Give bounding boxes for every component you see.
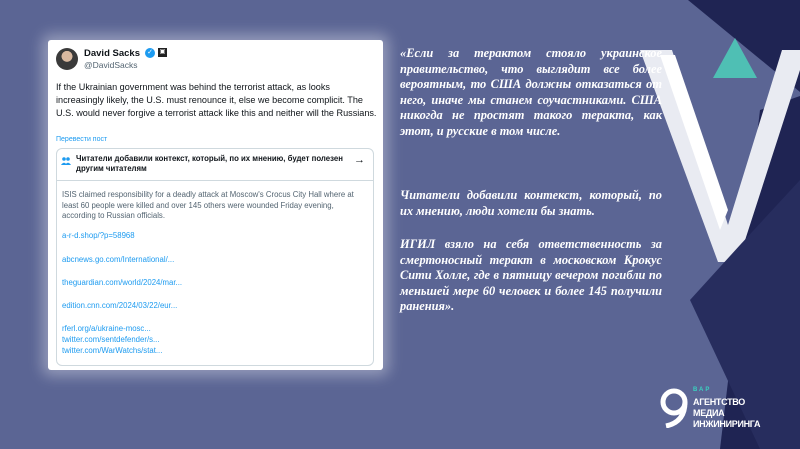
community-notes-header[interactable] <box>57 149 373 181</box>
source-link[interactable]: edition.cnn.com/2024/03/22/eur... <box>62 301 178 310</box>
logo-mark-icon <box>660 388 688 428</box>
logo-abbreviation: ВАР <box>693 387 712 393</box>
verified-badge-icon: ✓ <box>145 48 155 58</box>
quote-paragraph-2: Читатели добавили контекст, который, по их мнению, люди хотели бы знать. <box>400 188 662 218</box>
white-chevron-inner <box>660 55 728 230</box>
community-notes-text: ISIS claimed responsibility for a deadly attack at Moscow's Crocus City Hall where at least 60 people were killed and over 145 others were wounded Friday evening, according to Russian officials. <box>62 190 354 221</box>
source-link[interactable]: a-r-d.shop/?p=58968 <box>62 231 135 240</box>
logo-line-3: ИНЖИНИРИНГА <box>693 419 761 429</box>
community-notes-title: Читатели добавили контекст, который, по их мнению, будет полезен другим читателям <box>76 154 343 173</box>
source-link[interactable]: abcnews.go.com/International/... <box>62 255 175 264</box>
author-handle[interactable]: @DavidSacks <box>84 60 138 70</box>
avatar[interactable] <box>56 48 78 70</box>
media-badge-icon: ▣ <box>159 49 166 55</box>
translate-link[interactable]: Перевести пост <box>56 136 108 143</box>
arrow-right-icon[interactable]: → <box>354 154 365 166</box>
tweet-text: If the Ukrainian government was behind the terrorist attack, as looks increasingly likely, the U.S. must renounce it, else we become complicit. The U.S. would never forgive a terrorist attack like this and neither will the Russians. <box>56 82 377 119</box>
source-link[interactable]: rferl.org/a/ukraine-mosc... <box>62 324 151 333</box>
community-notes-box <box>56 148 374 366</box>
source-link[interactable]: twitter.com/sentdefender/s... <box>62 335 160 344</box>
users-icon <box>61 156 71 166</box>
tweet-header <box>56 48 356 74</box>
author-name[interactable]: David Sacks <box>84 48 140 59</box>
logo-line-2: МЕДИА <box>693 408 725 418</box>
quote-paragraph-1: «Если за терактом стояло украинское правительство, что выглядит все более вероятным, то США должны отказаться от него, иначе мы станем соучастниками. США никогда не простят такого теракта, как этот, и русские в том числе. <box>400 46 662 138</box>
logo-line-1: АГЕНТСТВО <box>693 397 745 407</box>
source-link[interactable]: twitter.com/WarWatchs/stat... <box>62 346 163 355</box>
quote-paragraph-3: ИГИЛ взяло на себя ответственность за смертоносный теракт в московском Крокус Сити Холле, где в пятницу вечером погибли по меньшей мере 60 человек и более 145 получили ранения». <box>400 237 662 313</box>
agency-logo <box>660 386 780 434</box>
source-link[interactable]: theguardian.com/world/2024/mar... <box>62 278 183 287</box>
tweet-card <box>48 40 383 370</box>
